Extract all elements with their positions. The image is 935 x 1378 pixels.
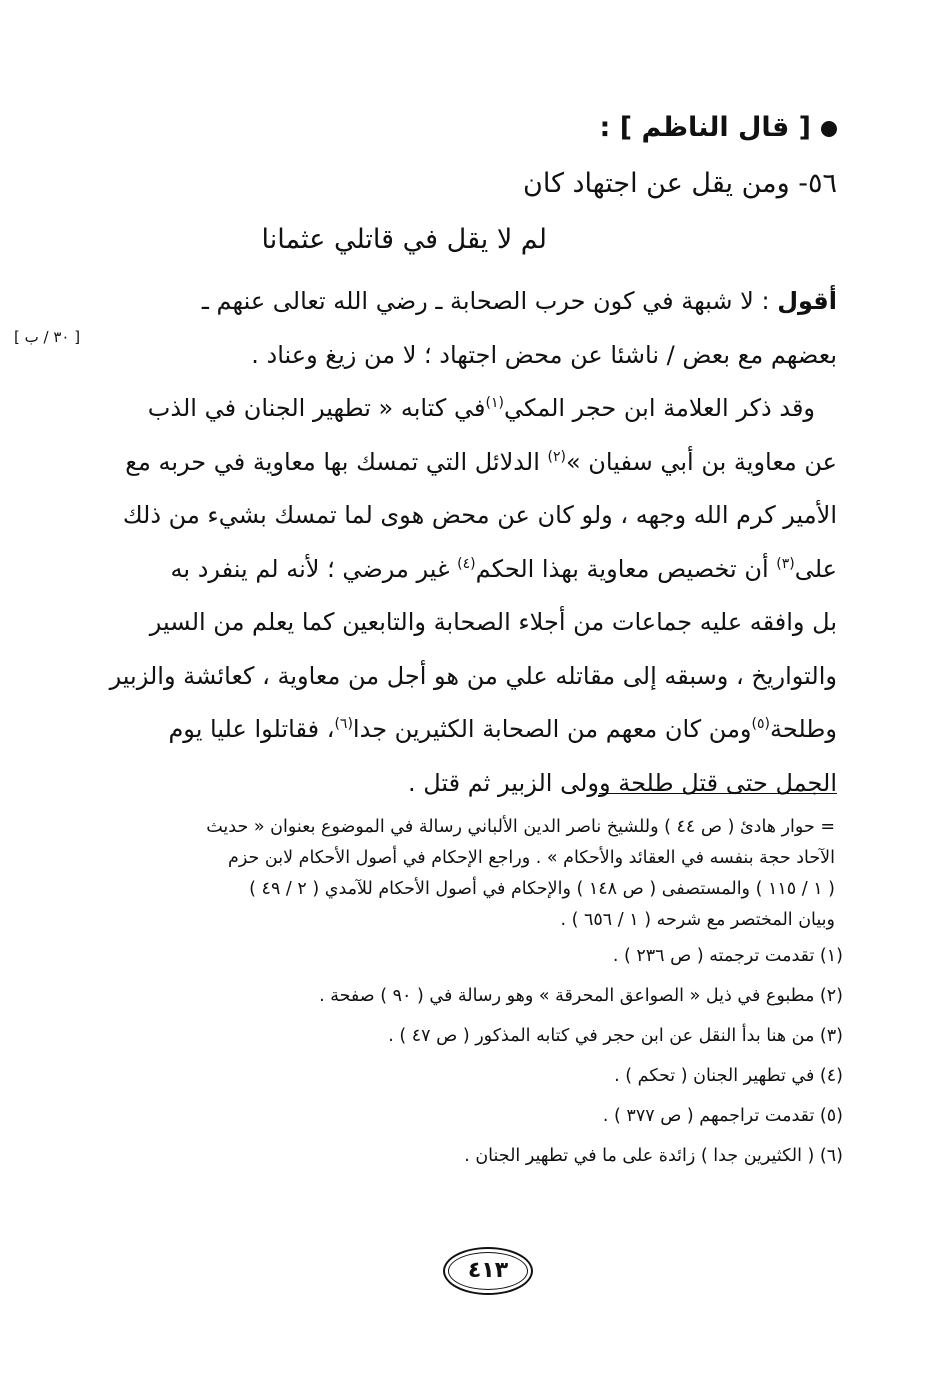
body-line-1-text: : لا شبهة في كون حرب الصحابة ـ رضي الله تعالى عنهم ـ: [201, 287, 778, 315]
body-line-9: [119, 703, 837, 757]
footnote-6: (٦) ( الكثيرين جدا ) زائدة على ما في تطهير الجنان .: [464, 1146, 843, 1166]
footnote-ref-1: (١): [485, 395, 504, 411]
footnote-continuation-3: ( ١ / ١١٥ ) والمستصفى ( ص ١٤٨ ) والإحكام في أصول الأحكام للآمدي ( ٢ / ٤٩ ): [249, 879, 835, 899]
footnotes-block: [123, 812, 843, 1176]
body-line-5: الأمير كرم الله وجهه ، ولو كان عن محض هوى لما تمسك بشيء من ذلك: [122, 501, 837, 529]
body-line-8: والتواريخ ، وسبقه إلى مقاتله علي من هو أجل من معاوية ، كعائشة والزبير: [109, 661, 837, 690]
body-line-2: بعضهم مع بعض / ناشئا عن محض اجتهاد ؛ لا من زيغ وعناد .: [251, 340, 837, 369]
body-line-9c: ، فقاتلوا عليا يوم: [168, 715, 335, 743]
body-line-6a: على: [794, 554, 837, 583]
commentary-body: [109, 275, 837, 810]
footnote-ref-5: (٥): [751, 716, 770, 732]
body-line-10: الجمل حتى قتل طلحة وولى الزبير ثم قتل .: [408, 768, 837, 797]
verse-line-1: ٥٦- ومن يقل عن اجتهاد كان: [523, 168, 837, 199]
footnote-ref-3: (٣): [776, 555, 795, 572]
body-line-9b: ومن كان معهم من الصحابة الكثيرين جدا: [352, 715, 752, 743]
footnote-1: (١) تقدمت ترجمته ( ص ٢٣٦ ) .: [612, 946, 843, 966]
footnote-ref-4: (٤): [457, 555, 476, 572]
body-line-4a: عن معاوية بن أبي سفيان »: [565, 447, 837, 476]
footnote-continuation-1: = حوار هادئ ( ص ٤٤ ) وللشيخ ناصر الدين الألباني رسالة في الموضوع بعنوان « حديث: [206, 817, 835, 837]
footnote-4: (٤) في تطهير الجنان ( تحكم ) .: [614, 1066, 843, 1086]
manuscript-folio-marker: [ ٣٠ / ب ]: [14, 328, 81, 346]
body-line-7: بل وافقه عليه جماعات من أجلاء الصحابة والتابعين كما يعلم من السير: [149, 608, 837, 636]
footnote-2: (٢) مطبوع في ذيل « الصواعق المحرقة » وهو رسالة في ( ٩٠ ) صفحة .: [319, 986, 843, 1006]
body-line-4: [119, 436, 837, 490]
body-line-4b: الدلائل التي تمسك بها معاوية في حربه مع: [125, 447, 548, 476]
footnote-5: (٥) تقدمت تراجمهم ( ص ٣٧٧ ) .: [602, 1106, 843, 1126]
verse-line-2: لم لا يقل في قاتلي عثمانا: [261, 224, 547, 255]
page-number: [443, 1247, 533, 1295]
heading-text: [ قال الناظم ] :: [599, 112, 811, 143]
page-number-text: ٤١٣: [467, 1258, 509, 1283]
body-line-3: [119, 382, 837, 436]
footnote-continuation-4: وبيان المختصر مع شرحه ( ١ / ٦٥٦ ) .: [560, 910, 835, 930]
bullet-icon: [821, 121, 837, 137]
footnote-3: (٣) من هنا بدأ النقل عن ابن حجر في كتابه المذكور ( ص ٤٧ ) .: [388, 1026, 843, 1046]
body-line-3b: في كتابه « تطهير الجنان في الذب: [147, 394, 486, 422]
footnote-ref-2: (٢): [547, 448, 566, 465]
body-line-6b: أن تخصيص معاوية بهذا الحكم: [475, 554, 777, 583]
footnote-continuation-2: الآحاد حجة بنفسه في العقائد والأحكام » . وراجع الإحكام في أصول الأحكام لابن حزم: [228, 848, 835, 868]
footnote-separator: [599, 793, 837, 794]
body-line-3a: وقد ذكر العلامة ابن حجر المكي: [503, 394, 815, 422]
aqulu-label: أقول: [777, 287, 837, 315]
body-line-1: [119, 275, 837, 329]
body-line-6c: غير مرضي ؛ لأنه لم ينفرد به: [170, 554, 458, 583]
body-line-9a: وطلحة: [770, 715, 837, 743]
section-heading: [477, 112, 837, 143]
body-line-6: [119, 543, 837, 597]
footnote-ref-6: (٦): [334, 716, 353, 732]
